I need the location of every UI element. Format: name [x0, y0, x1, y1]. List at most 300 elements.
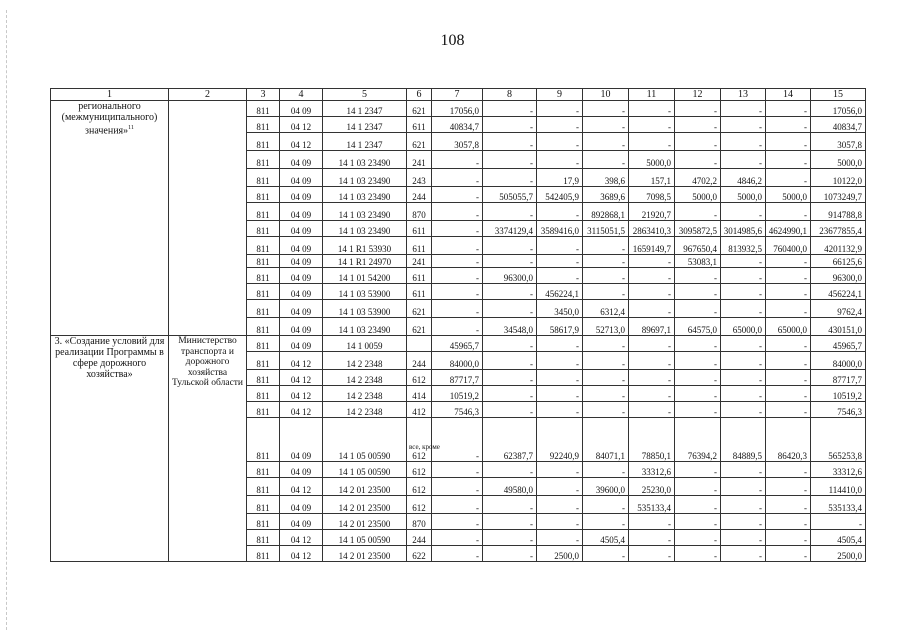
expense-type-cell: 244: [407, 352, 432, 370]
amount-cell: -: [583, 336, 629, 352]
amount-cell: 3374129,4: [483, 221, 537, 237]
amount-cell: -: [675, 402, 721, 418]
amount-cell: 5000,0: [629, 151, 675, 169]
amount-cell: 760400,0: [766, 237, 811, 255]
amount-cell: -: [583, 496, 629, 514]
grbs-cell: 811: [247, 514, 280, 530]
amount-cell: -: [629, 268, 675, 284]
grbs-cell: 811: [247, 133, 280, 151]
expense-type-cell: 412: [407, 402, 432, 418]
amount-cell: -: [629, 117, 675, 133]
grbs-cell: 811: [247, 221, 280, 237]
grbs-cell: 811: [247, 546, 280, 562]
grbs-cell: 811: [247, 117, 280, 133]
amount-cell: -: [432, 318, 483, 336]
grbs-cell: 811: [247, 268, 280, 284]
amount-cell: 7546,3: [811, 402, 866, 418]
amount-cell: -: [721, 496, 766, 514]
column-header: 7: [432, 89, 483, 101]
responsible-cell: Министерство транспорта и дорожного хозяйства Тульской области: [169, 336, 247, 562]
amount-cell: 76394,2: [675, 418, 721, 462]
amount-cell: 535133,4: [811, 496, 866, 514]
amount-cell: -: [675, 336, 721, 352]
target-article-cell: 14 1 03 23490: [323, 187, 407, 203]
amount-cell: 914788,8: [811, 203, 866, 221]
amount-cell: -: [432, 221, 483, 237]
amount-cell: 78850,1: [629, 418, 675, 462]
amount-cell: 7098,5: [629, 187, 675, 203]
grbs-cell: 811: [247, 478, 280, 496]
section-cell: 04 09: [280, 318, 323, 336]
amount-cell: 542405,9: [537, 187, 583, 203]
target-article-cell: 14 1 03 53900: [323, 300, 407, 318]
amount-cell: -: [537, 117, 583, 133]
grbs-cell: 811: [247, 462, 280, 478]
section-cell: 04 09: [280, 255, 323, 268]
amount-cell: 10519,2: [811, 386, 866, 402]
column-header: 14: [766, 89, 811, 101]
amount-cell: -: [675, 462, 721, 478]
amount-cell: -: [483, 255, 537, 268]
amount-cell: -: [629, 133, 675, 151]
amount-cell: -: [537, 386, 583, 402]
section-cell: 04 09: [280, 284, 323, 300]
amount-cell: -: [766, 300, 811, 318]
amount-cell: -: [432, 284, 483, 300]
amount-cell: 2500,0: [811, 546, 866, 562]
target-article-cell: 14 1 2347: [323, 117, 407, 133]
amount-cell: 505055,7: [483, 187, 537, 203]
amount-cell: -: [483, 496, 537, 514]
amount-cell: -: [721, 300, 766, 318]
amount-cell: 6312,4: [583, 300, 629, 318]
amount-cell: -: [432, 462, 483, 478]
expense-type-cell: 612: [407, 496, 432, 514]
amount-cell: 813932,5: [721, 237, 766, 255]
amount-cell: -: [721, 284, 766, 300]
grbs-cell: 811: [247, 418, 280, 462]
amount-cell: -: [483, 101, 537, 117]
amount-cell: -: [766, 402, 811, 418]
amount-cell: -: [766, 133, 811, 151]
target-article-cell: 14 1 01 54200: [323, 268, 407, 284]
amount-cell: -: [583, 386, 629, 402]
amount-cell: -: [766, 101, 811, 117]
amount-cell: -: [675, 370, 721, 386]
grbs-cell: 811: [247, 284, 280, 300]
amount-cell: -: [675, 133, 721, 151]
amount-cell: 430151,0: [811, 318, 866, 336]
amount-cell: -: [629, 370, 675, 386]
amount-cell: 3095872,5: [675, 221, 721, 237]
section-cell: 04 12: [280, 546, 323, 562]
expense-type-cell: 612: [407, 370, 432, 386]
amount-cell: -: [483, 530, 537, 546]
amount-cell: -: [675, 268, 721, 284]
amount-cell: 3115051,5: [583, 221, 629, 237]
amount-cell: 4702,2: [675, 169, 721, 187]
section-cell: 04 09: [280, 268, 323, 284]
amount-cell: -: [583, 462, 629, 478]
amount-cell: 967650,4: [675, 237, 721, 255]
amount-cell: -: [583, 237, 629, 255]
column-header: 1: [51, 89, 169, 101]
amount-cell: -: [483, 336, 537, 352]
amount-cell: 66125,6: [811, 255, 866, 268]
section-cell: 04 12: [280, 352, 323, 370]
amount-cell: -: [483, 462, 537, 478]
expense-type-cell: 612: [407, 462, 432, 478]
column-header: 5: [323, 89, 407, 101]
grbs-cell: 811: [247, 352, 280, 370]
amount-cell: -: [629, 336, 675, 352]
amount-cell: 565253,8: [811, 418, 866, 462]
amount-cell: 33312,6: [811, 462, 866, 478]
column-header: 3: [247, 89, 280, 101]
amount-cell: -: [721, 133, 766, 151]
amount-cell: -: [766, 496, 811, 514]
amount-cell: -: [483, 514, 537, 530]
amount-cell: 5000,0: [675, 187, 721, 203]
page-number: 108: [440, 32, 465, 49]
amount-cell: 2500,0: [537, 546, 583, 562]
amount-cell: -: [721, 101, 766, 117]
amount-cell: 4505,4: [583, 530, 629, 546]
amount-cell: -: [675, 478, 721, 496]
column-header: 2: [169, 89, 247, 101]
amount-cell: -: [583, 352, 629, 370]
amount-cell: 4505,4: [811, 530, 866, 546]
grbs-cell: 811: [247, 530, 280, 546]
target-article-cell: 14 2 01 23500: [323, 496, 407, 514]
amount-cell: 17,9: [537, 169, 583, 187]
section-cell: 04 09: [280, 300, 323, 318]
grbs-cell: 811: [247, 101, 280, 117]
target-article-cell: 14 1 03 23490: [323, 203, 407, 221]
expense-type-cell: 870: [407, 203, 432, 221]
amount-cell: -: [483, 546, 537, 562]
amount-cell: -: [675, 203, 721, 221]
amount-cell: 86420,3: [766, 418, 811, 462]
target-article-cell: 14 1 0059: [323, 336, 407, 352]
expense-type-cell: 244: [407, 530, 432, 546]
amount-cell: -: [721, 514, 766, 530]
grbs-cell: 811: [247, 203, 280, 221]
amount-cell: -: [766, 462, 811, 478]
amount-cell: -: [583, 151, 629, 169]
amount-cell: 39600,0: [583, 478, 629, 496]
amount-cell: 2863410,3: [629, 221, 675, 237]
amount-cell: 9762,4: [811, 300, 866, 318]
amount-cell: -: [675, 546, 721, 562]
amount-cell: 3450,0: [537, 300, 583, 318]
amount-cell: 33312,6: [629, 462, 675, 478]
amount-cell: 84000,0: [432, 352, 483, 370]
amount-cell: -: [766, 203, 811, 221]
amount-cell: -: [432, 418, 483, 462]
amount-cell: -: [721, 203, 766, 221]
section-cell: 04 09: [280, 187, 323, 203]
expense-type-cell: 241: [407, 151, 432, 169]
amount-cell: -: [432, 546, 483, 562]
amount-cell: 1659149,7: [629, 237, 675, 255]
expense-type-cell: 611: [407, 117, 432, 133]
column-header: 4: [280, 89, 323, 101]
amount-cell: -: [675, 284, 721, 300]
amount-cell: -: [721, 352, 766, 370]
amount-cell: -: [675, 352, 721, 370]
amount-cell: -: [432, 514, 483, 530]
amount-cell: 4201132,9: [811, 237, 866, 255]
amount-cell: -: [537, 514, 583, 530]
column-header: 6: [407, 89, 432, 101]
amount-cell: -: [537, 530, 583, 546]
code-note: все, кроме: [409, 443, 440, 451]
amount-cell: 87717,7: [432, 370, 483, 386]
amount-cell: 157,1: [629, 169, 675, 187]
amount-cell: 17056,0: [432, 101, 483, 117]
amount-cell: -: [537, 203, 583, 221]
budget-table: [50, 88, 866, 562]
target-article-cell: 14 1 03 53900: [323, 284, 407, 300]
target-article-cell: 14 1 R1 53930: [323, 237, 407, 255]
amount-cell: -: [537, 268, 583, 284]
target-article-cell: 14 1 03 23490: [323, 318, 407, 336]
amount-cell: -: [721, 402, 766, 418]
amount-cell: 5000,0: [721, 187, 766, 203]
amount-cell: 96300,0: [483, 268, 537, 284]
amount-cell: -: [721, 462, 766, 478]
target-article-cell: 14 2 2348: [323, 352, 407, 370]
amount-cell: -: [629, 255, 675, 268]
amount-cell: -: [675, 300, 721, 318]
amount-cell: -: [811, 514, 866, 530]
amount-cell: -: [766, 284, 811, 300]
amount-cell: -: [483, 402, 537, 418]
column-header: 8: [483, 89, 537, 101]
column-header: 10: [583, 89, 629, 101]
expense-type-cell: 611: [407, 284, 432, 300]
amount-cell: -: [766, 169, 811, 187]
amount-cell: 45965,7: [811, 336, 866, 352]
expense-type-cell: 621: [407, 101, 432, 117]
subprogram-title: регионального (межмуниципального) значения»: [61, 101, 158, 137]
amount-cell: -: [483, 352, 537, 370]
amount-cell: 3057,8: [811, 133, 866, 151]
amount-cell: -: [629, 386, 675, 402]
amount-cell: -: [629, 514, 675, 530]
amount-cell: 17056,0: [811, 101, 866, 117]
amount-cell: -: [721, 117, 766, 133]
target-article-cell: 14 2 01 23500: [323, 546, 407, 562]
amount-cell: -: [675, 386, 721, 402]
amount-cell: -: [432, 496, 483, 514]
amount-cell: -: [766, 478, 811, 496]
amount-cell: 5000,0: [766, 187, 811, 203]
grbs-cell: 811: [247, 169, 280, 187]
amount-cell: 84071,1: [583, 418, 629, 462]
amount-cell: -: [766, 151, 811, 169]
amount-cell: -: [432, 530, 483, 546]
amount-cell: -: [766, 268, 811, 284]
amount-cell: -: [583, 101, 629, 117]
section-cell: 04 09: [280, 418, 323, 462]
amount-cell: 64575,0: [675, 318, 721, 336]
expense-type-cell: 611: [407, 268, 432, 284]
amount-cell: -: [583, 402, 629, 418]
amount-cell: -: [629, 352, 675, 370]
amount-cell: 3057,8: [432, 133, 483, 151]
column-header: 15: [811, 89, 866, 101]
grbs-cell: 811: [247, 187, 280, 203]
amount-cell: -: [721, 268, 766, 284]
amount-cell: -: [766, 255, 811, 268]
amount-cell: 40834,7: [811, 117, 866, 133]
section-cell: 04 12: [280, 386, 323, 402]
amount-cell: 89697,1: [629, 318, 675, 336]
amount-cell: -: [675, 514, 721, 530]
amount-cell: 398,6: [583, 169, 629, 187]
amount-cell: -: [537, 151, 583, 169]
amount-cell: -: [583, 133, 629, 151]
target-article-cell: 14 2 2348: [323, 386, 407, 402]
column-header: 12: [675, 89, 721, 101]
section-cell: 04 09: [280, 151, 323, 169]
expense-type-cell: 414: [407, 386, 432, 402]
amount-cell: 114410,0: [811, 478, 866, 496]
amount-cell: -: [629, 300, 675, 318]
amount-cell: -: [675, 101, 721, 117]
amount-cell: 58617,9: [537, 318, 583, 336]
grbs-cell: 811: [247, 370, 280, 386]
amount-cell: 23677855,4: [811, 221, 866, 237]
amount-cell: 3014985,6: [721, 221, 766, 237]
section-cell: 04 09: [280, 462, 323, 478]
column-number-row: [51, 89, 866, 101]
amount-cell: 456224,1: [537, 284, 583, 300]
target-article-cell: 14 1 03 23490: [323, 221, 407, 237]
amount-cell: -: [537, 133, 583, 151]
section-cell: 04 12: [280, 478, 323, 496]
amount-cell: -: [432, 300, 483, 318]
amount-cell: -: [483, 237, 537, 255]
amount-cell: -: [432, 478, 483, 496]
grbs-cell: 811: [247, 336, 280, 352]
amount-cell: -: [537, 478, 583, 496]
target-article-cell: 14 1 05 00590: [323, 462, 407, 478]
section-cell: 04 12: [280, 402, 323, 418]
target-article-cell: 14 1 2347: [323, 133, 407, 151]
target-article-cell: 14 1 03 23490: [323, 151, 407, 169]
amount-cell: -: [629, 101, 675, 117]
amount-cell: -: [721, 386, 766, 402]
subprogram-name-cell: [51, 101, 169, 336]
amount-cell: -: [766, 117, 811, 133]
amount-cell: 49580,0: [483, 478, 537, 496]
amount-cell: 62387,7: [483, 418, 537, 462]
expense-type-cell: 621: [407, 133, 432, 151]
grbs-cell: 811: [247, 496, 280, 514]
amount-cell: -: [483, 117, 537, 133]
amount-cell: 40834,7: [432, 117, 483, 133]
target-article-cell: 14 1 2347: [323, 101, 407, 117]
amount-cell: -: [432, 203, 483, 221]
amount-cell: -: [766, 352, 811, 370]
grbs-cell: 811: [247, 237, 280, 255]
target-article-cell: 14 1 05 00590: [323, 530, 407, 546]
expense-type-cell: 622: [407, 546, 432, 562]
section-cell: 04 09: [280, 169, 323, 187]
amount-cell: 4624990,1: [766, 221, 811, 237]
page-edge-line: [6, 10, 7, 630]
amount-cell: -: [629, 546, 675, 562]
expense-type-cell: [407, 336, 432, 352]
table-row: [51, 101, 866, 117]
amount-cell: -: [483, 284, 537, 300]
amount-cell: -: [583, 268, 629, 284]
amount-cell: 65000,0: [721, 318, 766, 336]
amount-cell: 84000,0: [811, 352, 866, 370]
grbs-cell: 811: [247, 402, 280, 418]
expense-type-cell: 241: [407, 255, 432, 268]
amount-cell: 5000,0: [811, 151, 866, 169]
grbs-cell: 811: [247, 318, 280, 336]
amount-cell: 34548,0: [483, 318, 537, 336]
amount-cell: -: [583, 546, 629, 562]
column-header: 11: [629, 89, 675, 101]
amount-cell: -: [432, 237, 483, 255]
section-cell: 04 09: [280, 237, 323, 255]
amount-cell: 3589416,0: [537, 221, 583, 237]
section-cell: 04 09: [280, 101, 323, 117]
amount-cell: 535133,4: [629, 496, 675, 514]
section-cell: 04 12: [280, 530, 323, 546]
grbs-cell: 811: [247, 151, 280, 169]
amount-cell: 456224,1: [811, 284, 866, 300]
amount-cell: -: [766, 514, 811, 530]
amount-cell: -: [766, 546, 811, 562]
amount-cell: -: [432, 255, 483, 268]
amount-cell: -: [583, 117, 629, 133]
amount-cell: -: [675, 496, 721, 514]
expense-type-cell: [407, 418, 440, 462]
amount-cell: 1073249,7: [811, 187, 866, 203]
amount-cell: -: [721, 255, 766, 268]
amount-cell: -: [432, 151, 483, 169]
amount-cell: -: [432, 187, 483, 203]
amount-cell: -: [766, 386, 811, 402]
section-cell: 04 09: [280, 496, 323, 514]
amount-cell: -: [629, 402, 675, 418]
amount-cell: -: [537, 336, 583, 352]
column-header: 13: [721, 89, 766, 101]
column-header: 9: [537, 89, 583, 101]
amount-cell: -: [721, 530, 766, 546]
amount-cell: -: [721, 546, 766, 562]
responsible-cell: [169, 101, 247, 336]
amount-cell: -: [432, 268, 483, 284]
amount-cell: 84889,5: [721, 418, 766, 462]
amount-cell: -: [537, 101, 583, 117]
grbs-cell: 811: [247, 300, 280, 318]
amount-cell: 92240,9: [537, 418, 583, 462]
table-row: [51, 336, 866, 352]
amount-cell: 21920,7: [629, 203, 675, 221]
grbs-cell: 811: [247, 386, 280, 402]
amount-cell: 7546,3: [432, 402, 483, 418]
target-article-cell: 14 2 01 23500: [323, 478, 407, 496]
amount-cell: -: [766, 370, 811, 386]
